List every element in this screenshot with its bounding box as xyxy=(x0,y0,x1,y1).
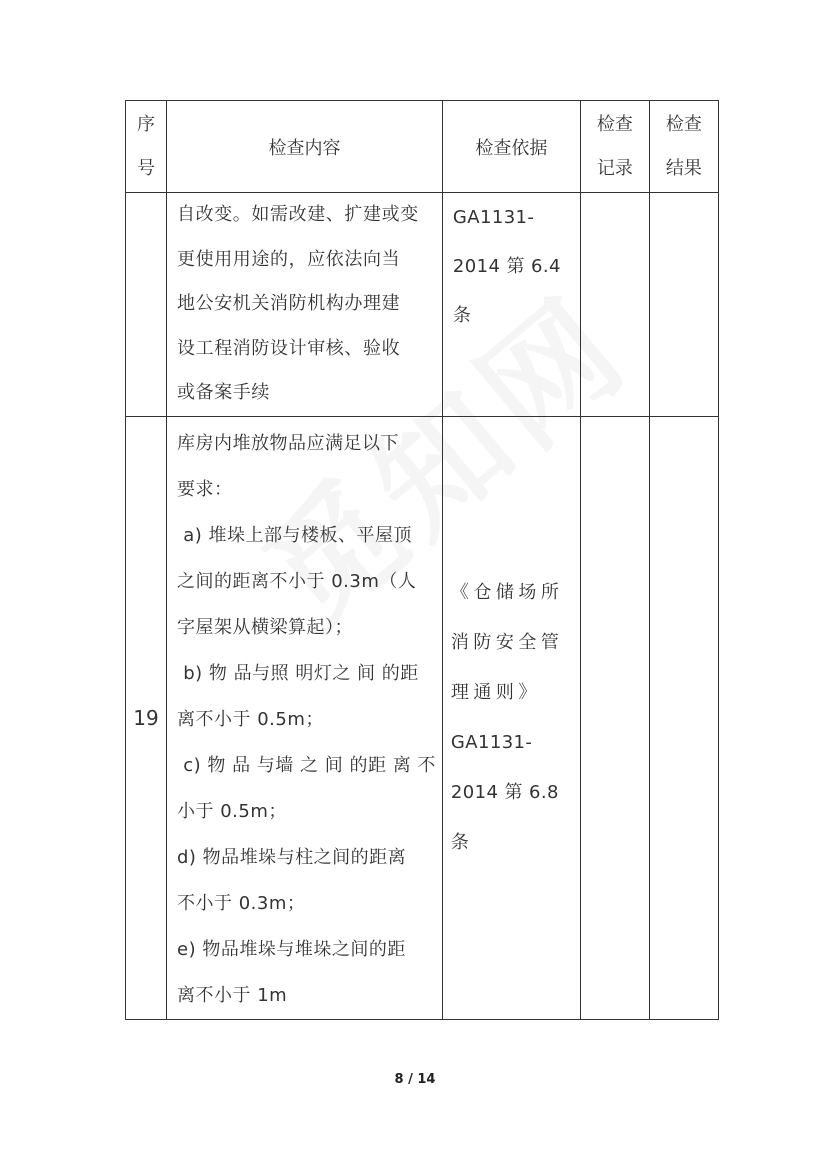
row2-no: 19 xyxy=(126,416,167,1019)
row1-basis: GA1131- 2014 第 6.4 条 xyxy=(442,193,580,417)
table-row xyxy=(126,416,719,1019)
header-no: 序 号 xyxy=(126,101,167,193)
header-record: 检查 记录 xyxy=(580,101,649,193)
row2-basis: 《仓储场所 消防安全管 理通则》 GA1131- 2014 第 6.8 条 xyxy=(442,416,580,1019)
row2-result xyxy=(649,416,718,1019)
row1-no xyxy=(126,193,167,417)
inspection-table xyxy=(125,100,719,1020)
row2-record xyxy=(580,416,649,1019)
header-content: 检查内容 xyxy=(167,101,443,193)
header-basis: 检查依据 xyxy=(442,101,580,193)
table-row xyxy=(126,193,719,417)
header-row xyxy=(126,101,719,193)
row2-content: 库房内堆放物品应满足以下 要求： a) 堆垛上部与楼板、平屋顶 之间的距离不小于 0.3m（人 字屋架从横梁算起）； b) 物 品与照 明灯之 间 的距 离不小于 0.5m； c) 物 品 与墙 之 间 的距 离 不 小于 0.5m； d) 物品堆垛与柱之间的距离 不小于 0.3m； e) 物品堆垛与堆垛之间的距 离不小于 1m xyxy=(167,416,443,1019)
header-result: 检查 结果 xyxy=(649,101,718,193)
row1-record xyxy=(580,193,649,417)
row1-result xyxy=(649,193,718,417)
row1-content: 自改变。如需改建、扩建或变 更使用用途的，应依法向当 地公安机关消防机构办理建 设工程消防设计审核、验收 或备案手续 xyxy=(167,193,443,417)
page-number: 8 / 14 xyxy=(394,1072,436,1087)
